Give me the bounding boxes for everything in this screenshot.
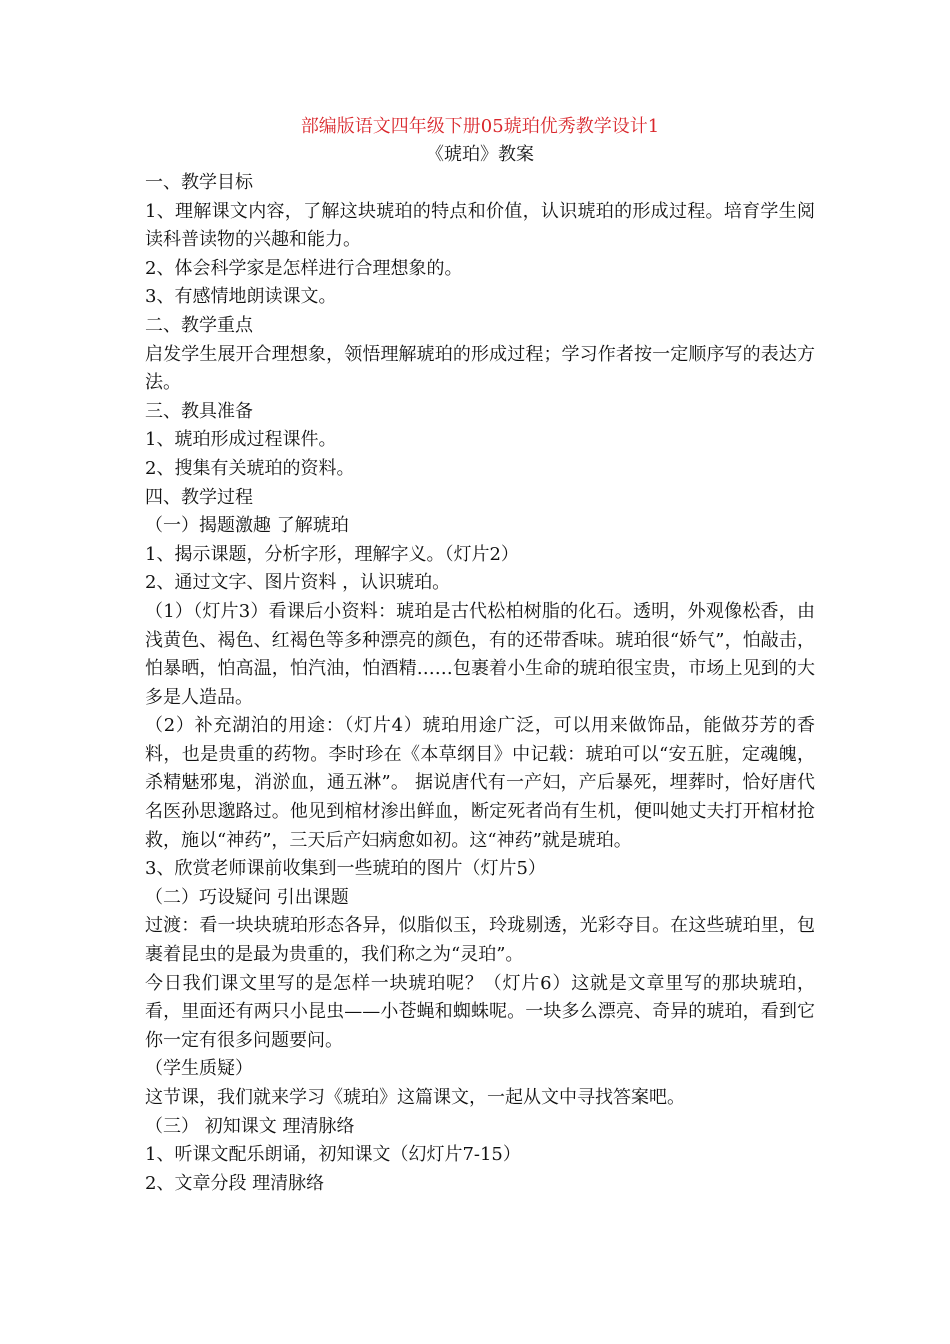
paragraph: 2、体会科学家是怎样进行合理想象的。 bbox=[145, 257, 463, 279]
paragraph: 1、琥珀形成过程课件。 bbox=[145, 429, 337, 451]
subsection-heading: （三） 初知课文 理清脉络 bbox=[145, 1115, 355, 1137]
paragraph: 1、揭示课题，分析字形，理解字义。（灯片2） bbox=[145, 543, 519, 565]
paragraph: 过渡：看一块块琥珀形态各异，似脂似玉，玲珑剔透，光彩夺目。在这些琥珀里，包裹着昆虫的是最为贵重的，我们称之为“灵珀”。 bbox=[145, 915, 815, 966]
paragraph: 3、有感情地朗读课文。 bbox=[145, 286, 337, 308]
section-heading-process: 四、教学过程 bbox=[145, 486, 253, 508]
paragraph: 2、搜集有关琥珀的资料。 bbox=[145, 457, 355, 479]
document-subtitle: 《琥珀》教案 bbox=[426, 144, 534, 165]
paragraph: （学生质疑） bbox=[145, 1058, 253, 1080]
paragraph: 1、理解课文内容，了解这块琥珀的特点和价值，认识琥珀的形成过程。培育学生阅读科普读物的兴趣和能力。 bbox=[145, 200, 815, 251]
document-page bbox=[145, 113, 815, 1198]
section-heading-objectives: 一、教学目标 bbox=[145, 172, 253, 193]
paragraph: 3、欣赏老师课前收集到一些琥珀的图片（灯片5） bbox=[145, 858, 546, 880]
paragraph: 2、通过文字、图片资料 ，认识琥珀。 bbox=[145, 572, 451, 594]
section-heading-materials: 三、教具准备 bbox=[145, 400, 253, 422]
section-heading-key-points: 二、教学重点 bbox=[145, 314, 253, 336]
document-title: 部编版语文四年级下册05琥珀优秀教学设计1 bbox=[300, 116, 660, 137]
paragraph: 启发学生展开合理想象，领悟理解琥珀的形成过程；学习作者按一定顺序写的表达方法。 bbox=[145, 343, 815, 394]
paragraph: 这节课，我们就来学习《琥珀》这篇课文，一起从文中寻找答案吧。 bbox=[145, 1087, 685, 1108]
paragraph: （1）（灯片3）看课后小资料：琥珀是古代松柏树脂的化石。透明，外观像松香，由浅黄色、褐色、红褐色等多种漂亮的颜色，有的还带香味。琥珀很“娇气”，怕敲击，怕暴晒，怕高温，怕汽油，怕酒精……包裹着小生命的琥珀很宝贵，市场上见到的大多是人造品。 bbox=[145, 600, 815, 708]
subsection-heading: （一）揭题激趣 了解琥珀 bbox=[145, 515, 349, 537]
subsection-heading: （二）巧设疑问 引出课题 bbox=[145, 886, 349, 908]
paragraph: 今日我们课文里写的是怎样一块琥珀呢？（灯片6）这就是文章里写的那块琥珀，看，里面还有两只小昆虫——小苍蝇和蜘蛛呢。一块多么漂亮、奇异的琥珀，看到它你一定有很多问题要问。 bbox=[145, 972, 815, 1051]
paragraph: 1、听课文配乐朗诵，初知课文（幻灯片7-15） bbox=[145, 1144, 521, 1166]
paragraph: （2）补充湖泊的用途：（灯片4）琥珀用途广泛，可以用来做饰品，能做芬芳的香料，也是贵重的药物。李时珍在《本草纲目》中记载：琥珀可以“安五脏，定魂魄，杀精魅邪鬼，消淤血，通五淋”。 据说唐代有一产妇，产后暴死，埋葬时，恰好唐代名医孙思邈路过。他见到棺材渗出鲜血，断定死者尚有生机，便叫她丈夫打开棺材抢救，施以“神药”，三天后产妇病愈如初。这“神药”就是琥珀。 bbox=[145, 715, 815, 851]
paragraph: 2、文章分段 理清脉络 bbox=[145, 1172, 325, 1194]
